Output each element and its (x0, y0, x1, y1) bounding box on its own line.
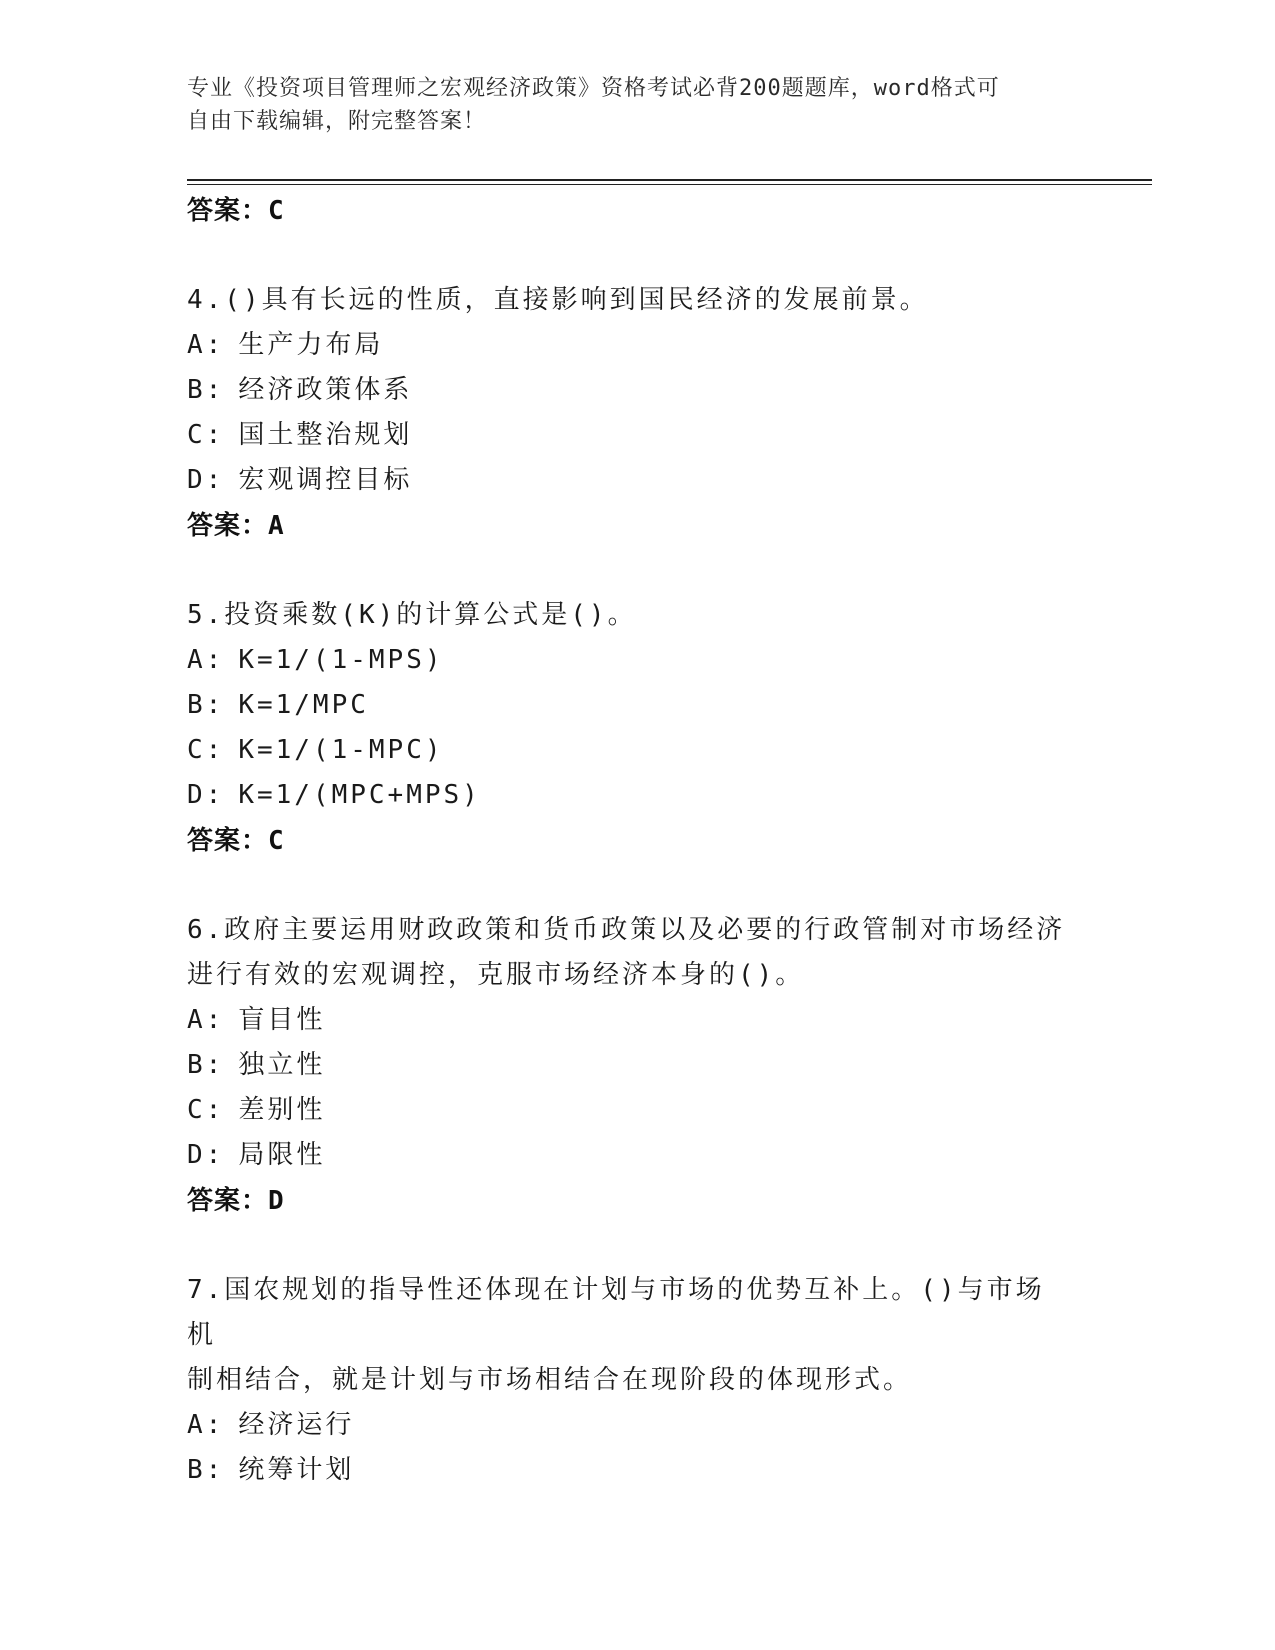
option-text: 统筹计划 (238, 1455, 355, 1485)
question-stem: 6.政府主要运用财政政策和货币政策以及必要的行政管制对市场经济 (187, 915, 1066, 945)
option-key: A: (187, 1005, 225, 1035)
option-key: B: (187, 375, 225, 405)
option-key: A: (187, 330, 225, 360)
option-text: 经济政策体系 (238, 375, 413, 405)
question-stem-continued: 进行有效的宏观调控，克服市场经济本身的()。 (187, 960, 805, 990)
option-c (187, 1088, 1067, 1133)
option-b (187, 368, 1067, 413)
option-key: A: (187, 1410, 225, 1440)
option-b (187, 1043, 1067, 1088)
option-key: B: (187, 690, 225, 720)
option-b (187, 1448, 1067, 1493)
question-7 (187, 1268, 1067, 1493)
option-d (187, 458, 1067, 503)
option-text: 生产力布局 (238, 330, 384, 360)
option-b (187, 683, 1067, 728)
option-d (187, 773, 1067, 818)
option-a (187, 998, 1067, 1043)
option-text: 差别性 (238, 1095, 326, 1125)
question-list (187, 188, 1067, 1537)
option-a (187, 638, 1067, 683)
header-divider-thin (187, 184, 1152, 185)
option-key: B: (187, 1050, 225, 1080)
header-title-line-1: 专业《投资项目管理师之宏观经济政策》资格考试必背200题题库，word格式可 (187, 76, 1000, 101)
option-key: C: (187, 1095, 225, 1125)
option-text: 独立性 (238, 1050, 326, 1080)
question-6 (187, 908, 1067, 1224)
answer-label: 答案：C (187, 826, 285, 856)
option-text: K=1/(1-MPS) (238, 645, 444, 675)
option-text: 国土整治规划 (238, 420, 413, 450)
option-text: K=1/(1-MPC) (238, 735, 444, 765)
question-5 (187, 593, 1067, 864)
option-key: A: (187, 645, 225, 675)
header-title-line-2: 自由下载编辑，附完整答案！ (187, 109, 487, 134)
option-key: C: (187, 735, 225, 765)
option-d (187, 1133, 1067, 1178)
option-key: D: (187, 1140, 225, 1170)
option-text: K=1/(MPC+MPS) (238, 780, 481, 810)
option-c (187, 413, 1067, 458)
option-c (187, 728, 1067, 773)
option-text: 宏观调控目标 (238, 465, 413, 495)
document-header (187, 72, 1067, 138)
option-text: 经济运行 (238, 1410, 355, 1440)
question-stem-continued: 制相结合，就是计划与市场相结合在现阶段的体现形式。 (187, 1365, 913, 1395)
header-divider-thick (187, 179, 1152, 181)
question-stem: 4.()具有长远的性质，直接影响到国民经济的发展前景。 (187, 285, 929, 315)
option-text: 盲目性 (238, 1005, 326, 1035)
option-a (187, 1403, 1067, 1448)
question-4 (187, 278, 1067, 549)
previous-answer: 答案：C (187, 196, 285, 226)
answer-label: 答案：D (187, 1186, 285, 1216)
option-key: B: (187, 1455, 225, 1485)
option-key: C: (187, 420, 225, 450)
option-key: D: (187, 465, 225, 495)
option-text: 局限性 (238, 1140, 326, 1170)
option-text: K=1/MPC (238, 690, 369, 720)
option-a (187, 323, 1067, 368)
answer-label: 答案：A (187, 511, 285, 541)
question-stem: 5.投资乘数(K)的计算公式是()。 (187, 600, 637, 630)
question-stem: 7.国农规划的指导性还体现在计划与市场的优势互补上。()与市场机 (187, 1275, 1045, 1350)
option-key: D: (187, 780, 225, 810)
